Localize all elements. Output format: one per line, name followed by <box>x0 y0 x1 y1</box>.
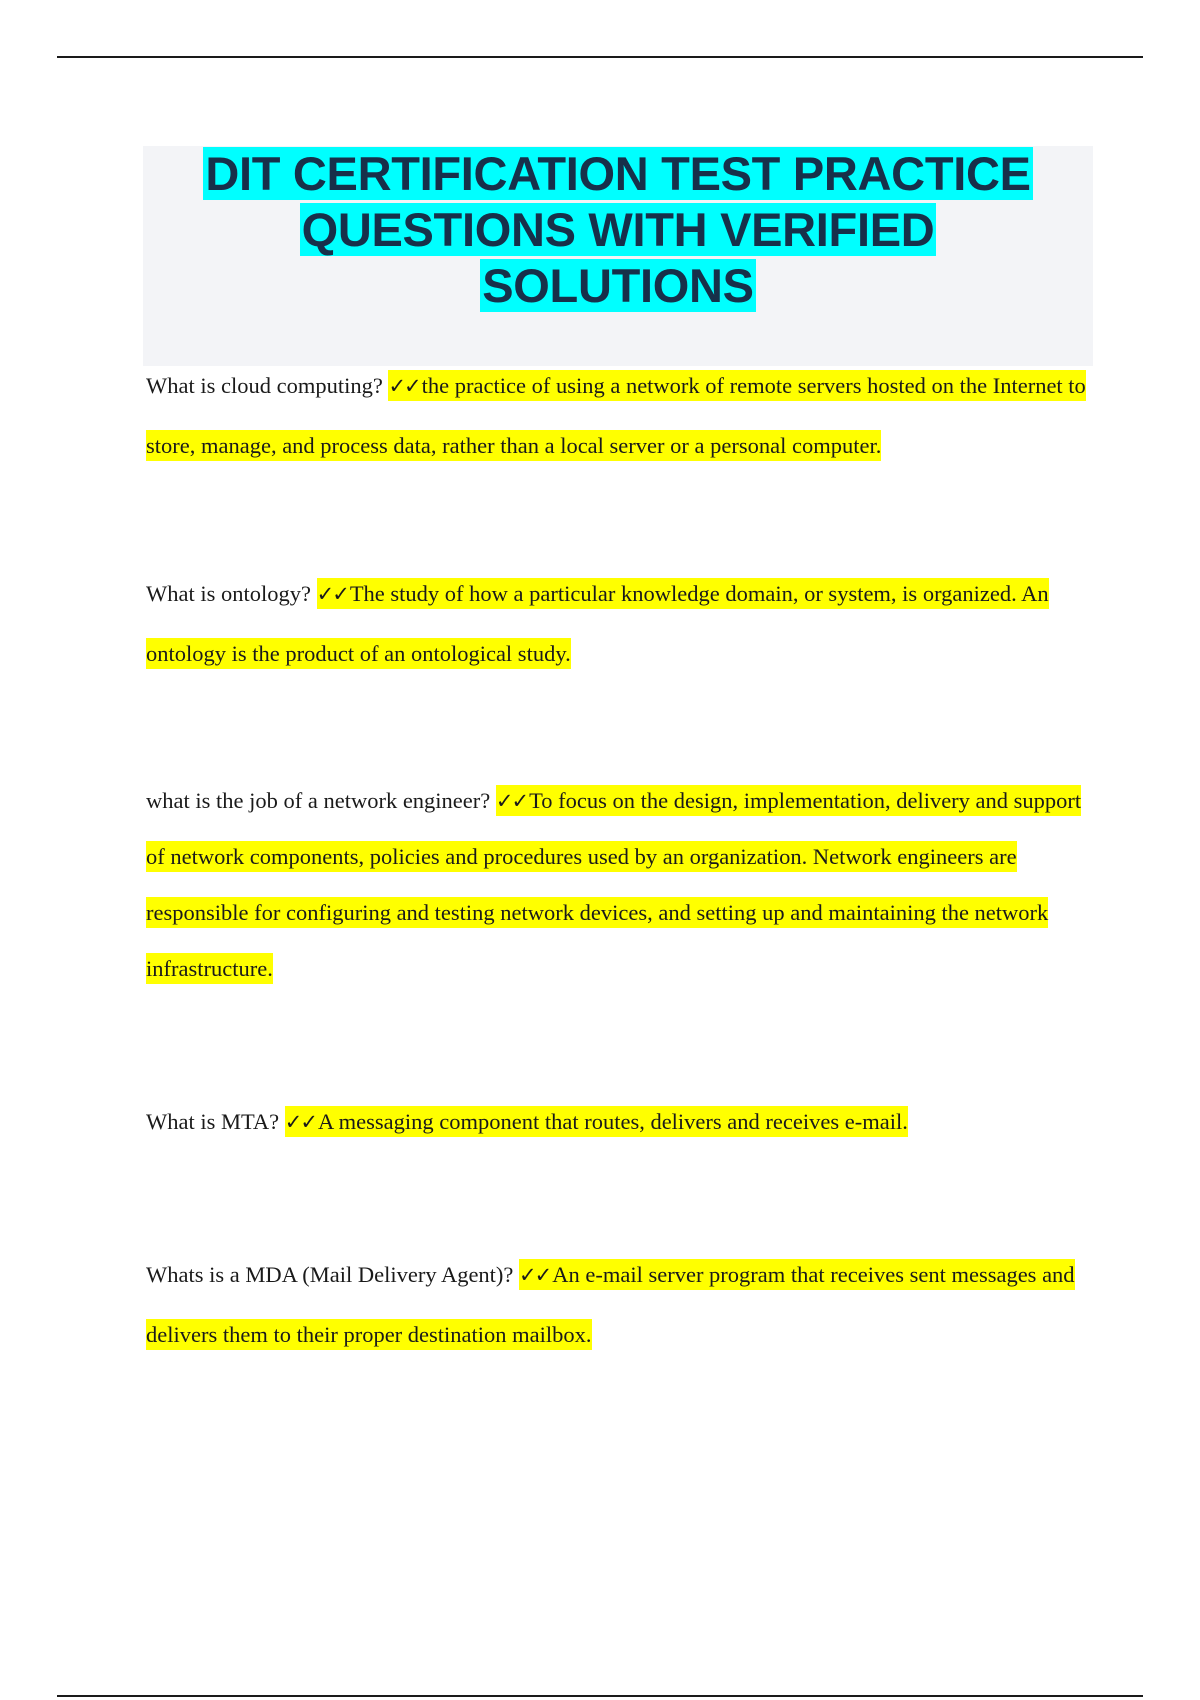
bottom-rule <box>57 1695 1143 1697</box>
qa-item-ontology <box>146 564 1096 684</box>
question-text: What is cloud computing? <box>146 373 383 398</box>
answer-highlight <box>146 785 1081 984</box>
qa-item-network-engineer <box>146 773 1096 997</box>
title-line-3: SOLUTIONS <box>482 259 754 312</box>
qa-item-mda <box>146 1245 1096 1365</box>
question-text: Whats is a MDA (Mail Delivery Agent)? <box>146 1262 514 1287</box>
qa-item-cloud-computing <box>146 356 1096 476</box>
answer-text: the practice of using a network of remote servers hosted on the Internet to store, manage, and process data, rather than a local server or a personal computer. <box>146 373 1086 458</box>
double-check-icon: ✓✓ <box>495 789 528 813</box>
answer-text: A messaging component that routes, delivers and receives e-mail. <box>318 1109 908 1134</box>
question-text: What is MTA? <box>146 1109 280 1134</box>
answer-text: The study of how a particular knowledge domain, or system, is organized. An ontology is the product of an ontological study. <box>146 581 1049 666</box>
top-rule <box>57 56 1143 58</box>
double-check-icon: ✓✓ <box>388 374 420 398</box>
title-line-1: DIT CERTIFICATION TEST PRACTICE <box>205 147 1031 200</box>
answer-highlight <box>285 1106 908 1137</box>
document-title <box>143 146 1093 314</box>
answer-text: To focus on the design, implementation, delivery and support of network components, policies and procedures used by an organization. Network engineers are responsible for configuring and testing network devices, and setting up and maintaining the network infrastructure. <box>146 788 1082 981</box>
double-check-icon: ✓✓ <box>316 582 348 606</box>
qa-item-mta <box>146 1092 1096 1152</box>
question-text: What is ontology? <box>146 581 311 606</box>
double-check-icon: ✓✓ <box>284 1110 316 1134</box>
answer-text: An e-mail server program that receives sent messages and delivers them to their proper destination mailbox. <box>146 1262 1075 1347</box>
question-text: what is the job of a network engineer? <box>146 788 491 813</box>
double-check-icon: ✓✓ <box>519 1263 551 1287</box>
title-line-2: QUESTIONS WITH VERIFIED <box>301 203 935 256</box>
